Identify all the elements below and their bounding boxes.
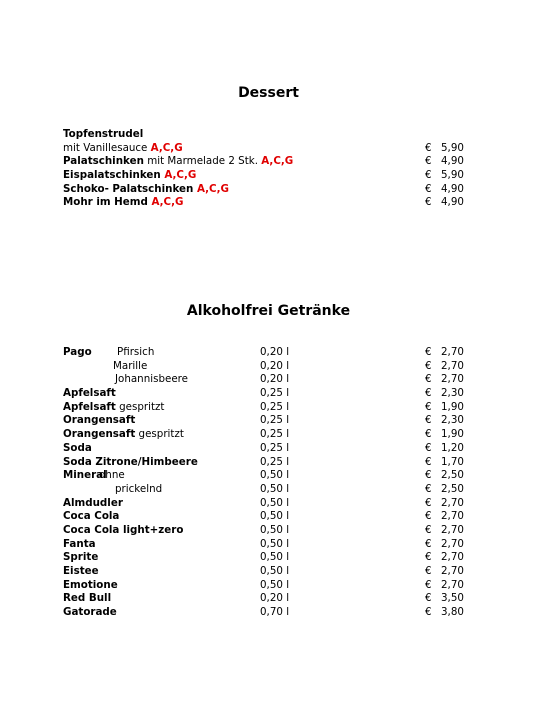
dessert-row: [63, 169, 473, 183]
drink-variant: Pfirsich: [117, 346, 155, 358]
drink-row: [63, 456, 473, 470]
euro-sign: €: [425, 592, 432, 605]
drink-volume: 0,25 l: [260, 455, 290, 468]
drink-price: 2,70: [441, 565, 464, 577]
euro-sign: €: [425, 414, 432, 427]
drink-price: 3,50: [441, 592, 464, 605]
drink-name: Mineral: [63, 469, 107, 482]
allergen-codes: A,C,G: [150, 141, 183, 154]
euro-sign: €: [425, 565, 432, 577]
allergen-codes: A,C,G: [151, 196, 184, 209]
drink-volume: 0,50 l: [260, 578, 290, 591]
drink-row: [63, 373, 473, 387]
drink-name: Apfelsaft: [63, 387, 116, 400]
drink-name: Coca Cola: [63, 510, 120, 523]
drink-name: Soda Zitrone/Himbeere: [63, 455, 198, 468]
drink-variant: Johannisbeere: [115, 373, 188, 386]
drink-variant: prickelnd: [115, 482, 163, 495]
euro-sign: €: [425, 169, 432, 182]
drink-price: 2,50: [441, 482, 464, 495]
drink-name: Soda: [63, 441, 92, 454]
euro-sign: €: [425, 496, 432, 509]
euro-sign: €: [425, 373, 432, 386]
drink-row: [63, 428, 473, 442]
drink-name: Emotione: [63, 578, 118, 591]
allergen-codes: A,C,G: [196, 182, 229, 195]
euro-sign: €: [425, 182, 432, 195]
drink-row: [63, 510, 473, 524]
euro-sign: €: [425, 359, 432, 372]
drink-row: [63, 524, 473, 538]
drink-volume: 0,50 l: [260, 496, 290, 509]
euro-sign: €: [425, 578, 432, 591]
drink-variant: Marille: [113, 359, 148, 372]
drink-price: 1,70: [441, 455, 464, 468]
euro-sign: €: [425, 606, 432, 619]
dessert-row: [63, 196, 473, 210]
dessert-row: [63, 142, 473, 156]
dessert-desc: mit Vanillesauce: [63, 141, 151, 154]
drink-row: [63, 538, 473, 552]
drink-row: [63, 346, 473, 360]
dessert-price: 5,90: [441, 141, 464, 154]
euro-sign: €: [425, 196, 432, 209]
allergen-codes: A,C,G: [261, 155, 294, 168]
drink-variant: ohne: [99, 469, 125, 482]
drink-name: Orangensaft: [63, 414, 136, 427]
drink-variant: gespritzt: [115, 400, 165, 413]
drink-price: 1,90: [441, 400, 464, 413]
drink-price: 1,20: [441, 441, 464, 454]
drink-name: Gatorade: [63, 606, 117, 619]
drink-volume: 0,50 l: [260, 537, 290, 550]
euro-sign: €: [425, 469, 432, 482]
euro-sign: €: [425, 523, 432, 536]
drink-row: [63, 579, 473, 593]
drink-name: Pago: [63, 346, 92, 358]
drink-row: [63, 469, 473, 483]
drink-price: 2,70: [441, 537, 464, 550]
dessert-price: 4,90: [441, 196, 464, 209]
drink-volume: 0,25 l: [260, 441, 290, 454]
drink-row: [63, 401, 473, 415]
euro-sign: €: [425, 155, 432, 168]
drink-volume: 0,50 l: [260, 565, 290, 577]
euro-sign: €: [425, 428, 432, 441]
drink-volume: 0,20 l: [260, 592, 290, 605]
euro-sign: €: [425, 387, 432, 400]
dessert-row: [63, 155, 473, 169]
drink-volume: 0,25 l: [260, 414, 290, 427]
drink-volume: 0,50 l: [260, 551, 290, 564]
drink-row: [63, 414, 473, 428]
drink-row: [63, 606, 473, 620]
drink-price: 1,90: [441, 428, 464, 441]
drink-price: 2,70: [441, 346, 464, 358]
drink-name: Apfelsaft: [63, 400, 116, 413]
drink-price: 2,70: [441, 359, 464, 372]
dessert-list: [63, 128, 473, 210]
euro-sign: €: [425, 141, 432, 154]
drink-price: 2,70: [441, 373, 464, 386]
euro-sign: €: [425, 551, 432, 564]
euro-sign: €: [425, 537, 432, 550]
euro-sign: €: [425, 482, 432, 495]
drink-row: [63, 442, 473, 456]
drink-name: Sprite: [63, 551, 99, 564]
drink-row: [63, 551, 473, 565]
drink-volume: 0,50 l: [260, 510, 290, 523]
drink-name: Fanta: [63, 537, 96, 550]
drink-name: Eistee: [63, 565, 99, 577]
dessert-name: Schoko- Palatschinken: [63, 182, 197, 195]
drink-row: [63, 483, 473, 497]
euro-sign: €: [425, 346, 432, 358]
dessert-price: 4,90: [441, 155, 464, 168]
drink-volume: 0,50 l: [260, 469, 290, 482]
drinks-list: [63, 346, 473, 620]
drinks-heading: Alkoholfrei Getränke: [186, 303, 351, 319]
euro-sign: €: [425, 455, 432, 468]
drink-volume: 0,20 l: [260, 346, 290, 358]
drink-volume: 0,25 l: [260, 387, 290, 400]
drink-name: Red Bull: [63, 592, 112, 605]
drink-price: 2,70: [441, 523, 464, 536]
drink-volume: 0,25 l: [260, 428, 290, 441]
drink-volume: 0,50 l: [260, 482, 290, 495]
dessert-row: [63, 128, 473, 142]
drink-row: [63, 592, 473, 606]
dessert-desc: mit Marmelade 2 Stk.: [143, 155, 262, 168]
dessert-price: 5,90: [441, 169, 464, 182]
drink-row: [63, 565, 473, 579]
allergen-codes: A,C,G: [164, 169, 197, 182]
euro-sign: €: [425, 441, 432, 454]
drink-volume: 0,25 l: [260, 400, 290, 413]
drink-price: 2,70: [441, 510, 464, 523]
drink-price: 2,70: [441, 496, 464, 509]
dessert-heading: Dessert: [238, 85, 299, 101]
drink-row: [63, 360, 473, 374]
drink-variant: gespritzt: [135, 428, 184, 441]
dessert-name: Topfenstrudel: [63, 128, 144, 140]
euro-sign: €: [425, 400, 432, 413]
dessert-name: Eispalatschinken: [63, 169, 165, 182]
drink-price: 3,80: [441, 606, 464, 619]
dessert-name: Palatschinken: [63, 155, 144, 168]
drink-row: [63, 387, 473, 401]
drink-row: [63, 497, 473, 511]
drink-volume: 0,70 l: [260, 606, 290, 619]
drink-name: Almdudler: [63, 496, 123, 509]
dessert-row: [63, 183, 473, 197]
drink-price: 2,50: [441, 469, 464, 482]
drink-name: Orangensaft: [63, 428, 136, 441]
drink-volume: 0,50 l: [260, 523, 290, 536]
drink-price: 2,30: [441, 387, 464, 400]
euro-sign: €: [425, 510, 432, 523]
drink-volume: 0,20 l: [260, 373, 290, 386]
drink-price: 2,70: [441, 578, 464, 591]
dessert-name: Mohr im Hemd: [63, 196, 152, 209]
drink-volume: 0,20 l: [260, 359, 290, 372]
drink-price: 2,70: [441, 551, 464, 564]
dessert-price: 4,90: [441, 182, 464, 195]
drink-price: 2,30: [441, 414, 464, 427]
drink-name: Coca Cola light+zero: [63, 523, 184, 536]
